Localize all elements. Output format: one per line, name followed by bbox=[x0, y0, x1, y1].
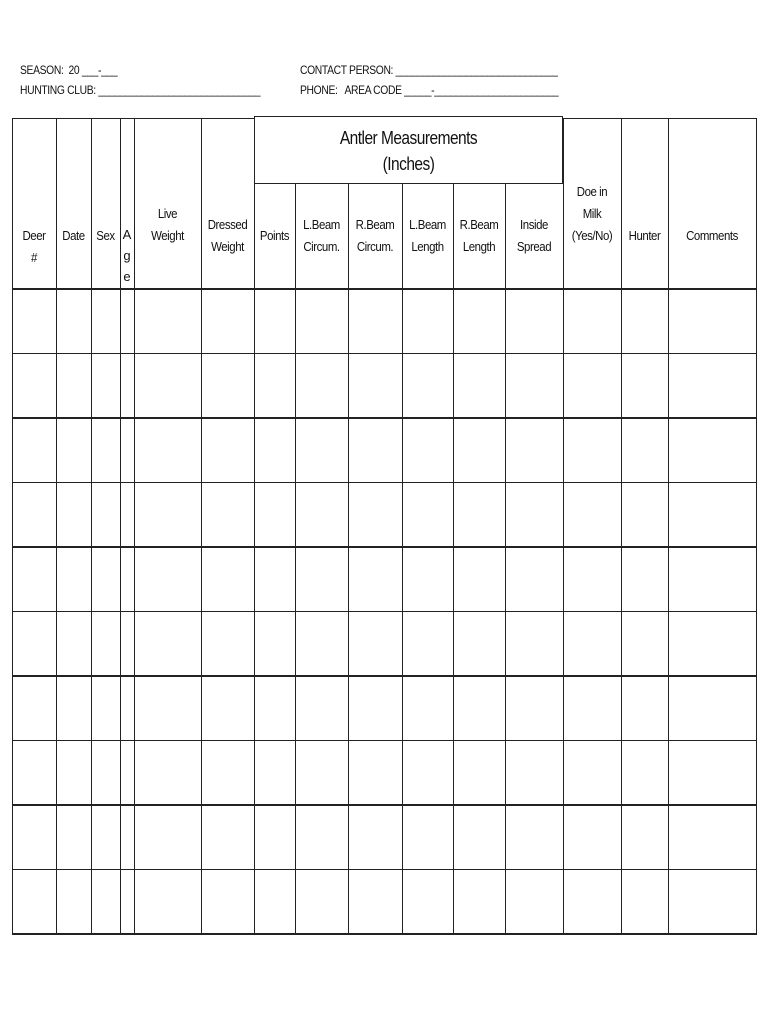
table-cell-rbeam_len[interactable] bbox=[454, 290, 505, 353]
column-header-dressed_weight: Dressed Weight bbox=[207, 217, 248, 254]
table-cell-comments[interactable] bbox=[669, 355, 756, 418]
table-cell-live_weight[interactable] bbox=[135, 290, 201, 353]
table-cell-deer[interactable] bbox=[13, 484, 56, 547]
table-cell-doe_milk[interactable] bbox=[564, 419, 621, 482]
table-cell-lbeam_circ[interactable] bbox=[296, 871, 348, 934]
table-cell-dressed_weight[interactable] bbox=[202, 677, 254, 740]
table-cell-deer[interactable] bbox=[13, 613, 56, 676]
table-cell-doe_milk[interactable] bbox=[564, 871, 621, 934]
contact-person-field[interactable]: CONTACT PERSON: ______________________________ bbox=[300, 63, 558, 77]
table-cell-inside_spread[interactable] bbox=[506, 548, 563, 611]
table-cell-dressed_weight[interactable] bbox=[202, 871, 254, 934]
table-cell-sex[interactable] bbox=[92, 742, 120, 805]
table-cell-inside_spread[interactable] bbox=[506, 290, 563, 353]
table-cell-doe_milk[interactable] bbox=[564, 742, 621, 805]
table-cell-age[interactable] bbox=[121, 677, 134, 740]
table-cell-lbeam_circ[interactable] bbox=[296, 548, 348, 611]
column-header-date: Date bbox=[62, 228, 85, 243]
table-cell-dressed_weight[interactable] bbox=[202, 290, 254, 353]
table-cell-sex[interactable] bbox=[92, 677, 120, 740]
table-cell-hunter[interactable] bbox=[622, 613, 668, 676]
table-cell-rbeam_len[interactable] bbox=[454, 806, 505, 869]
column-header-age-letter: A bbox=[122, 227, 132, 242]
table-cell-rbeam_circ[interactable] bbox=[349, 742, 402, 805]
column-header-lbeam_circ: L.Beam Circum. bbox=[303, 217, 340, 254]
antler-subtitle: (Inches) bbox=[382, 154, 435, 174]
table-cell-sex[interactable] bbox=[92, 613, 120, 676]
table-cell-live_weight[interactable] bbox=[135, 548, 201, 611]
column-divider bbox=[756, 118, 757, 933]
table-cell-lbeam_circ[interactable] bbox=[296, 484, 348, 547]
table-cell-doe_milk[interactable] bbox=[564, 548, 621, 611]
table-cell-live_weight[interactable] bbox=[135, 484, 201, 547]
table-cell-sex[interactable] bbox=[92, 806, 120, 869]
table-cell-lbeam_len[interactable] bbox=[403, 290, 453, 353]
hunting-club-field[interactable]: HUNTING CLUB: ______________________________ bbox=[20, 83, 261, 97]
table-cell-lbeam_len[interactable] bbox=[403, 677, 453, 740]
table-top-border bbox=[12, 118, 254, 119]
column-header-hunter: Hunter bbox=[628, 228, 661, 243]
table-cell-dressed_weight[interactable] bbox=[202, 742, 254, 805]
table-cell-lbeam_circ[interactable] bbox=[296, 613, 348, 676]
table-cell-points[interactable] bbox=[255, 419, 295, 482]
table-cell-sex[interactable] bbox=[92, 355, 120, 418]
column-header-inside_spread: Inside Spread bbox=[516, 217, 552, 254]
table-cell-inside_spread[interactable] bbox=[506, 806, 563, 869]
table-cell-lbeam_len[interactable] bbox=[403, 806, 453, 869]
table-cell-live_weight[interactable] bbox=[135, 419, 201, 482]
column-header-live_weight: Live Weight bbox=[151, 206, 184, 243]
table-cell-age[interactable] bbox=[121, 290, 134, 353]
antler-title: Antler Measurements bbox=[339, 128, 478, 148]
column-header-age-letter: e bbox=[123, 269, 131, 284]
table-cell-sex[interactable] bbox=[92, 290, 120, 353]
table-cell-rbeam_circ[interactable] bbox=[349, 871, 402, 934]
phone-field[interactable]: PHONE: AREA CODE _____-_______________________ bbox=[300, 83, 559, 97]
table-cell-rbeam_len[interactable] bbox=[454, 548, 505, 611]
table-cell-hunter[interactable] bbox=[622, 548, 668, 611]
table-cell-lbeam_circ[interactable] bbox=[296, 742, 348, 805]
table-cell-date[interactable] bbox=[57, 613, 91, 676]
table-cell-age[interactable] bbox=[121, 548, 134, 611]
table-cell-comments[interactable] bbox=[669, 677, 756, 740]
table-cell-rbeam_len[interactable] bbox=[454, 871, 505, 934]
table-cell-hunter[interactable] bbox=[622, 742, 668, 805]
table-cell-date[interactable] bbox=[57, 806, 91, 869]
table-cell-dressed_weight[interactable] bbox=[202, 419, 254, 482]
table-cell-rbeam_len[interactable] bbox=[454, 742, 505, 805]
table-cell-inside_spread[interactable] bbox=[506, 613, 563, 676]
table-cell-doe_milk[interactable] bbox=[564, 484, 621, 547]
season-field[interactable]: SEASON: 20 ___-___ bbox=[20, 63, 118, 77]
table-cell-inside_spread[interactable] bbox=[506, 355, 563, 418]
table-cell-deer[interactable] bbox=[13, 677, 56, 740]
table-cell-dressed_weight[interactable] bbox=[202, 548, 254, 611]
table-cell-sex[interactable] bbox=[92, 419, 120, 482]
table-cell-lbeam_circ[interactable] bbox=[296, 806, 348, 869]
table-cell-dressed_weight[interactable] bbox=[202, 613, 254, 676]
table-cell-live_weight[interactable] bbox=[135, 613, 201, 676]
table-cell-live_weight[interactable] bbox=[135, 871, 201, 934]
table-cell-rbeam_circ[interactable] bbox=[349, 355, 402, 418]
column-header-deer: Deer # bbox=[22, 228, 46, 265]
column-header-doe_milk: Doe in Milk (Yes/No) bbox=[571, 184, 613, 243]
table-cell-date[interactable] bbox=[57, 355, 91, 418]
table-cell-deer[interactable] bbox=[13, 419, 56, 482]
table-cell-rbeam_circ[interactable] bbox=[349, 484, 402, 547]
table-cell-inside_spread[interactable] bbox=[506, 484, 563, 547]
table-cell-rbeam_len[interactable] bbox=[454, 419, 505, 482]
table-cell-comments[interactable] bbox=[669, 484, 756, 547]
table-cell-date[interactable] bbox=[57, 742, 91, 805]
table-cell-lbeam_circ[interactable] bbox=[296, 290, 348, 353]
table-cell-hunter[interactable] bbox=[622, 290, 668, 353]
table-cell-age[interactable] bbox=[121, 613, 134, 676]
table-cell-lbeam_len[interactable] bbox=[403, 355, 453, 418]
column-header-rbeam_len: R.Beam Length bbox=[459, 217, 499, 254]
table-cell-rbeam_circ[interactable] bbox=[349, 677, 402, 740]
table-cell-date[interactable] bbox=[57, 484, 91, 547]
table-cell-rbeam_circ[interactable] bbox=[349, 806, 402, 869]
table-cell-lbeam_circ[interactable] bbox=[296, 419, 348, 482]
table-cell-date[interactable] bbox=[57, 548, 91, 611]
column-header-age-letter: g bbox=[123, 248, 131, 263]
table-cell-hunter[interactable] bbox=[622, 419, 668, 482]
table-cell-inside_spread[interactable] bbox=[506, 871, 563, 934]
table-cell-hunter[interactable] bbox=[622, 806, 668, 869]
table-cell-hunter[interactable] bbox=[622, 677, 668, 740]
column-header-lbeam_len: L.Beam Length bbox=[409, 217, 446, 254]
table-cell-live_weight[interactable] bbox=[135, 742, 201, 805]
table-cell-points[interactable] bbox=[255, 806, 295, 869]
table-cell-date[interactable] bbox=[57, 677, 91, 740]
table-cell-doe_milk[interactable] bbox=[564, 355, 621, 418]
table-cell-lbeam_len[interactable] bbox=[403, 742, 453, 805]
table-cell-dressed_weight[interactable] bbox=[202, 355, 254, 418]
table-cell-points[interactable] bbox=[255, 290, 295, 353]
table-cell-rbeam_circ[interactable] bbox=[349, 548, 402, 611]
table-cell-rbeam_circ[interactable] bbox=[349, 419, 402, 482]
table-cell-comments[interactable] bbox=[669, 806, 756, 869]
table-cell-points[interactable] bbox=[255, 871, 295, 934]
table-cell-comments[interactable] bbox=[669, 290, 756, 353]
table-cell-dressed_weight[interactable] bbox=[202, 806, 254, 869]
table-cell-rbeam_circ[interactable] bbox=[349, 290, 402, 353]
table-cell-lbeam_circ[interactable] bbox=[296, 677, 348, 740]
table-cell-inside_spread[interactable] bbox=[506, 742, 563, 805]
table-cell-dressed_weight[interactable] bbox=[202, 484, 254, 547]
table-cell-deer[interactable] bbox=[13, 742, 56, 805]
table-cell-live_weight[interactable] bbox=[135, 355, 201, 418]
column-header-points: Points bbox=[259, 228, 290, 243]
table-cell-lbeam_len[interactable] bbox=[403, 484, 453, 547]
table-cell-age[interactable] bbox=[121, 871, 134, 934]
table-cell-rbeam_len[interactable] bbox=[454, 355, 505, 418]
table-cell-age[interactable] bbox=[121, 355, 134, 418]
table-cell-age[interactable] bbox=[121, 419, 134, 482]
row-divider bbox=[12, 933, 757, 935]
table-cell-comments[interactable] bbox=[669, 548, 756, 611]
column-header-sex: Sex bbox=[96, 228, 115, 243]
table-cell-lbeam_len[interactable] bbox=[403, 419, 453, 482]
table-cell-inside_spread[interactable] bbox=[506, 419, 563, 482]
table-cell-comments[interactable] bbox=[669, 613, 756, 676]
table-cell-points[interactable] bbox=[255, 613, 295, 676]
table-cell-deer[interactable] bbox=[13, 290, 56, 353]
table-cell-date[interactable] bbox=[57, 419, 91, 482]
table-cell-points[interactable] bbox=[255, 484, 295, 547]
table-cell-live_weight[interactable] bbox=[135, 677, 201, 740]
table-cell-points[interactable] bbox=[255, 548, 295, 611]
table-cell-date[interactable] bbox=[57, 871, 91, 934]
table-cell-comments[interactable] bbox=[669, 871, 756, 934]
table-cell-age[interactable] bbox=[121, 742, 134, 805]
table-cell-points[interactable] bbox=[255, 677, 295, 740]
table-cell-hunter[interactable] bbox=[622, 484, 668, 547]
table-cell-doe_milk[interactable] bbox=[564, 806, 621, 869]
table-cell-lbeam_len[interactable] bbox=[403, 613, 453, 676]
table-cell-deer[interactable] bbox=[13, 871, 56, 934]
table-cell-lbeam_len[interactable] bbox=[403, 871, 453, 934]
column-header-comments: Comments bbox=[686, 228, 738, 243]
column-header-rbeam_circ: R.Beam Circum. bbox=[355, 217, 395, 254]
table-cell-hunter[interactable] bbox=[622, 355, 668, 418]
table-cell-comments[interactable] bbox=[669, 742, 756, 805]
table-cell-sex[interactable] bbox=[92, 871, 120, 934]
antler-measurements-header bbox=[254, 116, 563, 184]
table-cell-lbeam_circ[interactable] bbox=[296, 355, 348, 418]
table-cell-inside_spread[interactable] bbox=[506, 677, 563, 740]
table-cell-hunter[interactable] bbox=[622, 871, 668, 934]
table-cell-deer[interactable] bbox=[13, 548, 56, 611]
table-cell-age[interactable] bbox=[121, 484, 134, 547]
table-cell-sex[interactable] bbox=[92, 484, 120, 547]
table-cell-sex[interactable] bbox=[92, 548, 120, 611]
table-top-border bbox=[563, 118, 756, 119]
table-cell-points[interactable] bbox=[255, 742, 295, 805]
table-cell-rbeam_len[interactable] bbox=[454, 613, 505, 676]
table-cell-age[interactable] bbox=[121, 806, 134, 869]
table-cell-points[interactable] bbox=[255, 355, 295, 418]
table-cell-deer[interactable] bbox=[13, 806, 56, 869]
table-cell-doe_milk[interactable] bbox=[564, 290, 621, 353]
table-cell-rbeam_len[interactable] bbox=[454, 484, 505, 547]
table-cell-deer[interactable] bbox=[13, 355, 56, 418]
table-cell-doe_milk[interactable] bbox=[564, 613, 621, 676]
table-cell-rbeam_len[interactable] bbox=[454, 677, 505, 740]
table-cell-date[interactable] bbox=[57, 290, 91, 353]
table-cell-lbeam_len[interactable] bbox=[403, 548, 453, 611]
table-cell-live_weight[interactable] bbox=[135, 806, 201, 869]
table-cell-rbeam_circ[interactable] bbox=[349, 613, 402, 676]
table-cell-comments[interactable] bbox=[669, 419, 756, 482]
table-cell-doe_milk[interactable] bbox=[564, 677, 621, 740]
